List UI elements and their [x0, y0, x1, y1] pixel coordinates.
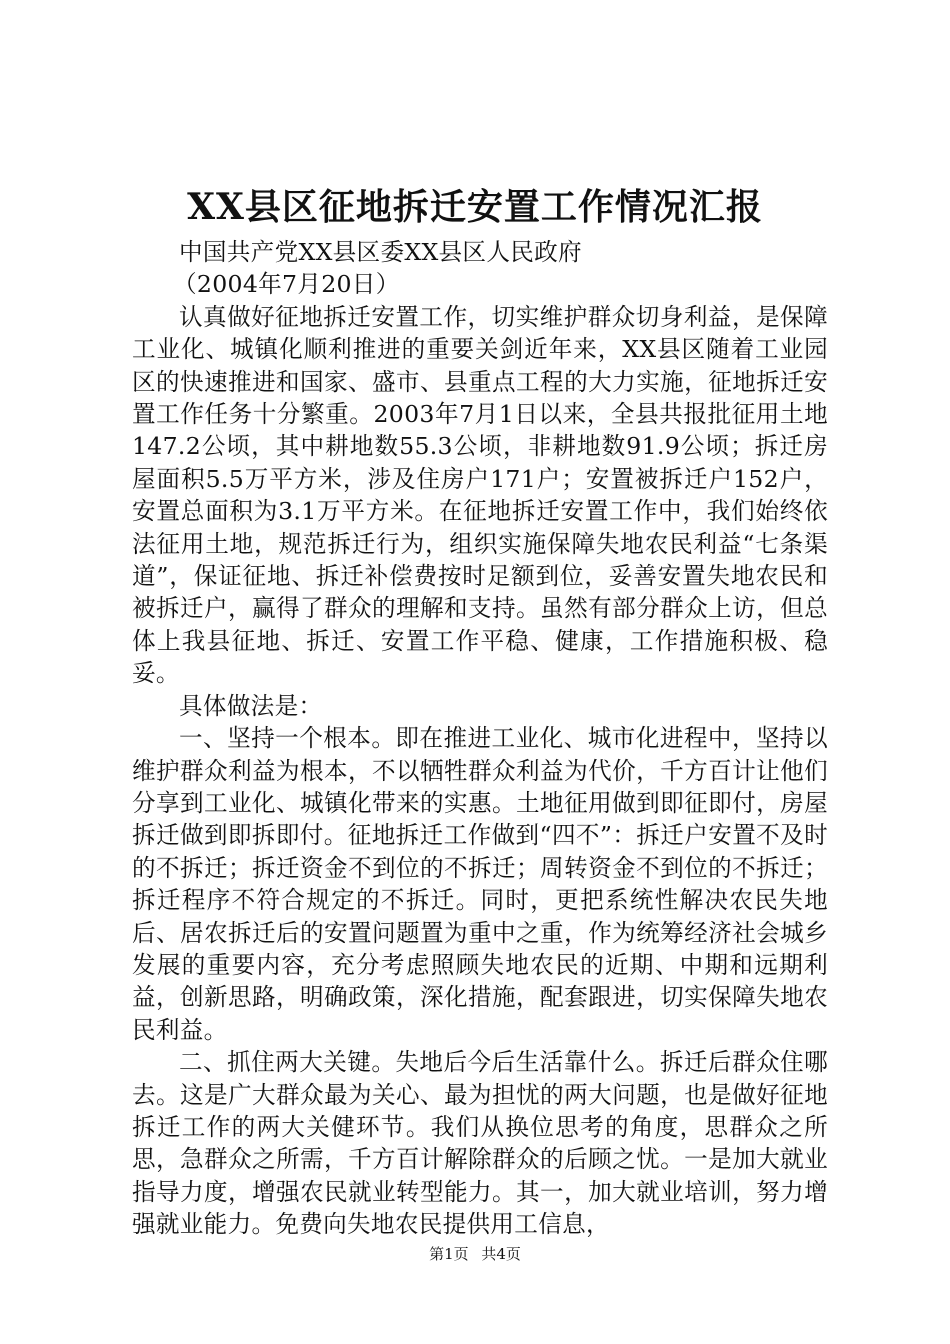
paragraph-point-one: 一、坚持一个根本。即在推进工业化、城市化进程中，坚持以维护群众利益为根本，不以牺牲群众利益为代价，千方百计让他们分享到工业化、城镇化带来的实惠。土地征用做到即征即付，房屋拆迁做到即拆即付。征地拆迁工作做到“四不”：拆迁户安置不及时的不拆迁；拆迁资金不到位的不拆迁；周转资金不到位的不拆迁；拆迁程序不符合规定的不拆迁。同时，更把系统性解决农民失地后、居农拆迁后的安置问题置为重中之重，作为统筹经济社会城乡发展的重要内容，充分考虑照顾失地农民的近期、中期和远期利益，创新思路，明确政策，深化措施，配套跟进，切实保障失地农民利益。 [132, 724, 828, 1044]
paragraph-point-two: 二、抓住两大关键。失地后今后生活靠什么。拆迁后群众住哪去。这是广大群众最为关心、最为担忧的两大问题，也是做好征地拆迁工作的两大关健环节。我们从换位思考的角度，思群众之所思，急群众之所需，千方百计解除群众的后顾之忧。一是加大就业指导力度，增强农民就业转型能力。其一，加大就业培训，努力增强就业能力。免费向失地农民提供用工信息， [132, 1048, 828, 1239]
paragraph-methods-heading: 具体做法是： [179, 691, 323, 720]
page-total: 共4页 [481, 1245, 521, 1263]
issuer-line: 中国共产党XX县区委XX县区人民政府 [179, 238, 582, 266]
paragraph-intro: 认真做好征地拆迁安置工作，切实维护群众切身利益，是保障工业化、城镇化顺利推进的重要关剑近年来，XX县区随着工业园区的快速推进和国家、盛市、县重点工程的大力实施，征地拆迁安置工作任务十分繁重。2003年7月1日以来，全县共报批征用土地147.2公顷，其中耕地数55.3公顷，非耕地数91.9公顷；拆迁房屋面积5.5万平方米，涉及住房户171户；安置被拆迁户152户，安置总面积为3.1万平方米。在征地拆迁安置工作中，我们始终依法征用土地，规范拆迁行为，组织实施保障失地农民利益“七条渠道”，保证征地、拆迁补偿费按时足额到位，妥善安置失地农民和被拆迁户，赢得了群众的理解和支持。虽然有部分群众上访，但总体上我县征地、拆迁、安置工作平稳、健康，工作措施积极、稳妥。 [132, 302, 828, 688]
document-title: XX县区征地拆迁安置工作情况汇报 [187, 186, 763, 228]
date-line: （2004年7月20日） [173, 270, 400, 299]
page-footer [0, 1244, 950, 1264]
page-number: 第1页 [429, 1245, 469, 1263]
document-body [132, 236, 828, 1241]
